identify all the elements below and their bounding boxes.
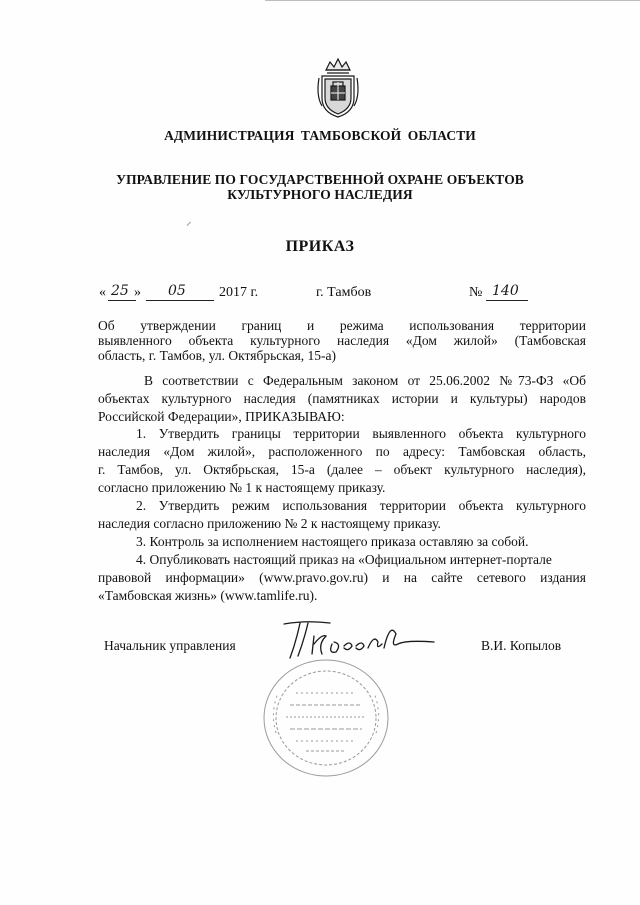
item-line: правовой информации» (www.pravo.gov.ru) и на сайте сетевого издания (98, 570, 586, 585)
item-line: наследия согласно приложению № 2 к настоящему приказу. (98, 516, 441, 531)
item-line: 1. Утвердить границы территории выявленного объекта культурного (136, 426, 586, 441)
item-line: «Тамбовская жизнь» (www.tamlife.ru). (98, 588, 318, 603)
subject-line: область, г. Тамбов, ул. Октябрьская, 15-а) (98, 348, 337, 363)
document-type-title: ПРИКАЗ (285, 238, 355, 255)
document-subject (98, 318, 586, 363)
scan-edge-line (265, 0, 640, 1)
preamble-paragraph (98, 372, 586, 426)
number-sign: № (469, 285, 483, 300)
date-number-line (0, 285, 640, 307)
signatory-position: Начальник управления (104, 638, 236, 653)
preamble-line: В соответствии с Федеральным законом от 25.06.2002 №73-ФЗ «Об (144, 373, 586, 388)
item-line: наследия «Дом жилой», расположенного по адресу: Тамбовская область, (98, 444, 586, 459)
date-year: 2017 г. (219, 285, 259, 300)
subject-line: Об утверждении границ и режима использования территории (98, 318, 586, 333)
item-line: г. Тамбов, ул. Октябрьская, 15-а (далее – объект культурного наследия), (98, 462, 586, 477)
date-day: 25 (111, 283, 129, 299)
item-line: 2. Утвердить режим использования территории объекта культурного (136, 498, 586, 513)
document-city: г. Тамбов (316, 285, 372, 300)
number-underline (486, 300, 528, 301)
issuer-administration: АДМИНИСТРАЦИЯ ТАМБОВСКОЙ ОБЛАСТИ (164, 128, 476, 143)
document-number: 140 (492, 283, 519, 299)
issuer-department-line1: УПРАВЛЕНИЕ ПО ГОСУДАРСТВЕННОЙ ОХРАНЕ ОБЪЕКТОВ (116, 172, 524, 187)
month-underline (146, 300, 214, 301)
coat-of-arms-icon (314, 56, 362, 120)
item-line: 3. Контроль за исполнением настоящего приказа оставляю за собой. (136, 534, 529, 549)
day-underline (108, 300, 136, 301)
order-item-4 (98, 551, 586, 605)
order-item-3 (98, 533, 586, 551)
official-stamp (256, 653, 396, 783)
date-open-quote: « (99, 285, 106, 300)
item-line: согласно приложению № 1 к настоящему приказу. (98, 480, 386, 495)
date-month: 05 (168, 283, 186, 299)
stray-pen-mark: ⸝ (186, 216, 192, 228)
preamble-line: объектах культурного наследия (памятниках истории и культуры) народов (98, 391, 586, 406)
order-item-1 (98, 425, 586, 497)
date-close-quote: » (134, 285, 141, 300)
item-line: 4. Опубликовать настоящий приказ на «Официальном интернет-портале (136, 552, 552, 567)
order-item-2 (98, 497, 586, 533)
issuer-department-line2: КУЛЬТУРНОГО НАСЛЕДИЯ (227, 187, 413, 202)
subject-line: выявленного объекта культурного наследия «Дом жилой» (Тамбовская (98, 333, 586, 348)
preamble-line: Российской Федерации», ПРИКАЗЫВАЮ: (98, 409, 345, 424)
signatory-name: В.И. Копылов (481, 638, 562, 653)
